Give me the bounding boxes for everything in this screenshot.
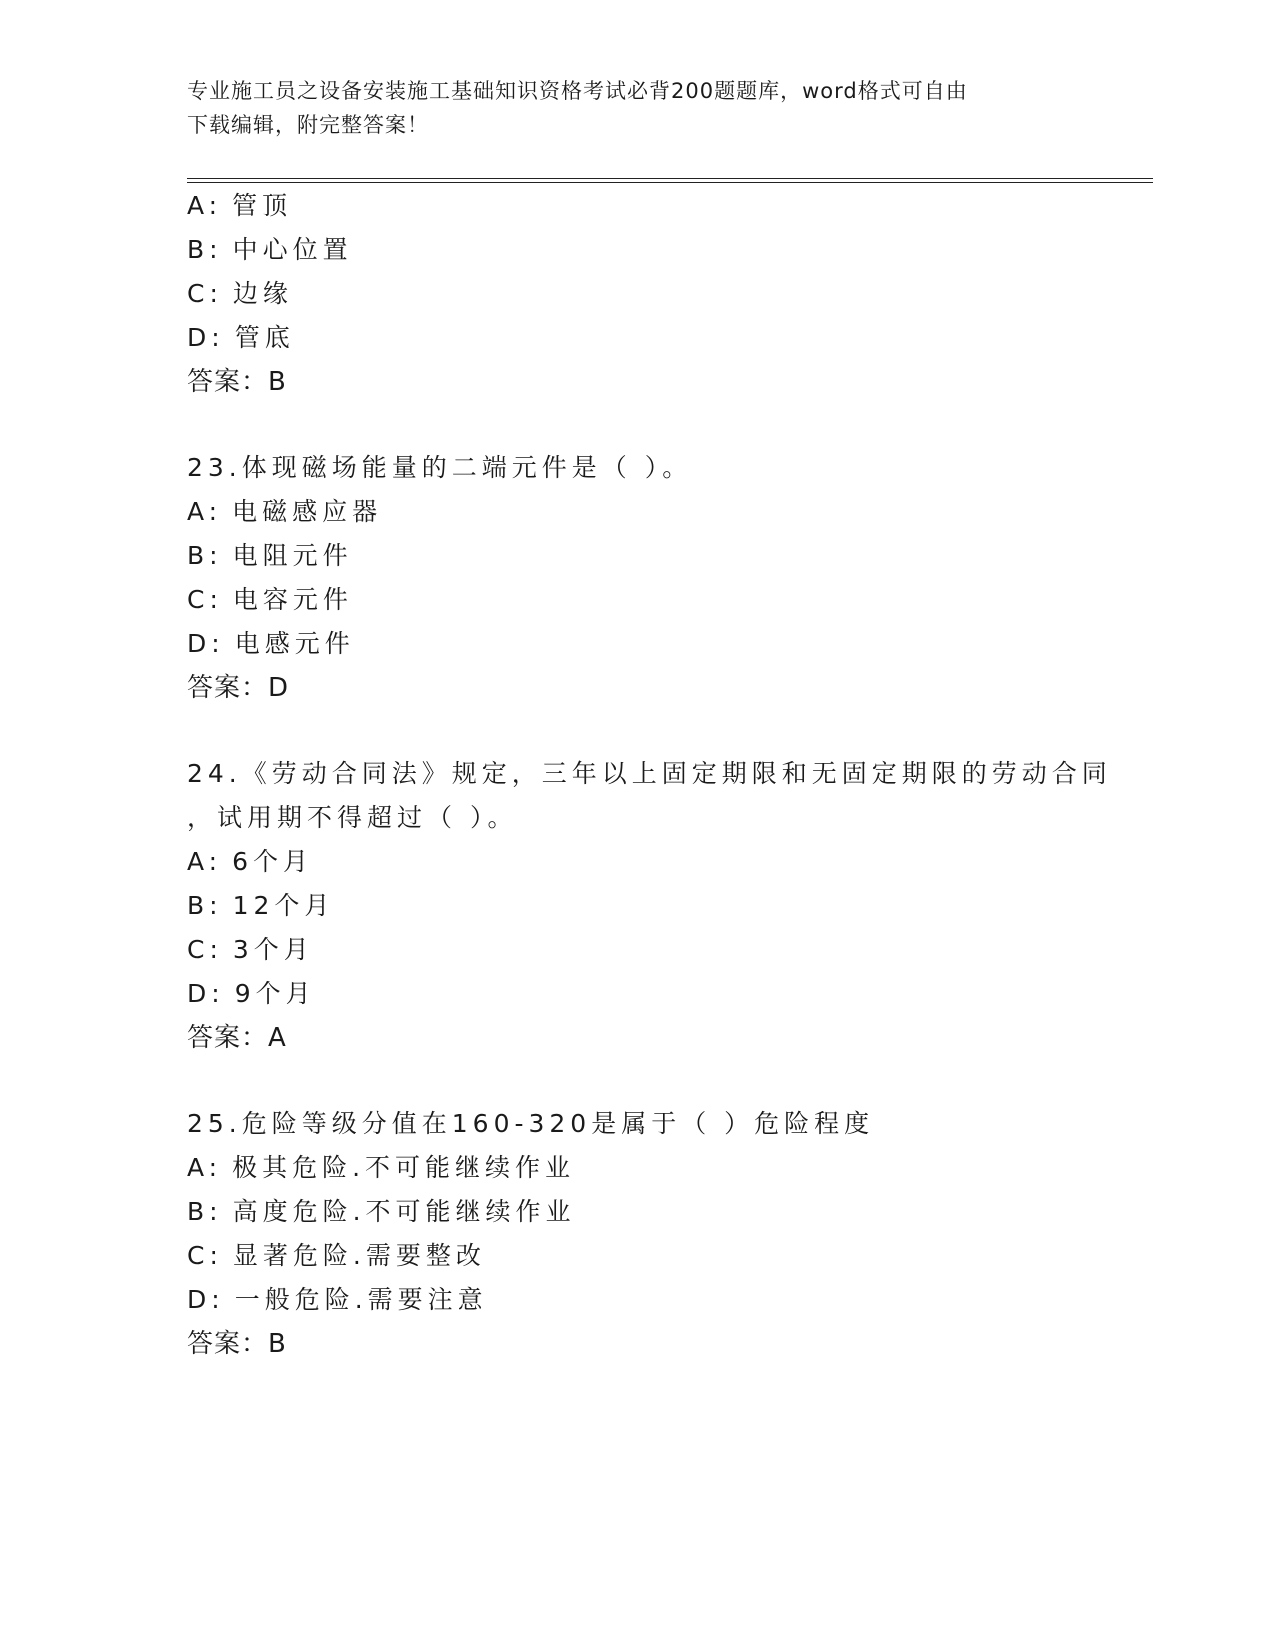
option-text: 6个月 [232, 847, 313, 876]
prev-option-b [187, 234, 353, 266]
option-text: 12个月 [232, 891, 335, 920]
q23-option-d [187, 628, 355, 660]
prev-option-c [187, 278, 293, 310]
option-text: 3个月 [232, 935, 314, 964]
option-key: B: [187, 891, 223, 920]
option-text: 边缘 [232, 279, 293, 308]
q24-stem-line-2: ，试用期不得超过（ ）。 [187, 803, 518, 832]
option-text: 电感元件 [234, 629, 355, 658]
option-text: 电磁感应器 [232, 497, 383, 526]
option-key: D: [187, 1285, 225, 1314]
header-line-1: 专业施工员之设备安装施工基础知识资格考试必背200题题库，word格式可自由 [187, 79, 968, 103]
q24-option-c [187, 934, 314, 966]
option-text: 高度危险.不可能继续作业 [232, 1197, 576, 1226]
q25-option-a [187, 1152, 575, 1184]
prev-answer: 答案：B [187, 367, 287, 397]
header-line-2: 下载编辑，附完整答案！ [187, 113, 429, 137]
q25-option-d [187, 1284, 488, 1316]
option-text: 管底 [234, 323, 295, 352]
q24-option-d [187, 978, 316, 1010]
option-key: C: [187, 585, 223, 614]
option-key: B: [187, 1197, 223, 1226]
option-text: 极其危险.不可能继续作业 [232, 1153, 576, 1182]
option-key: D: [187, 629, 225, 658]
document-header [187, 74, 1087, 142]
option-text: 管顶 [232, 191, 293, 220]
q23-option-c [187, 584, 353, 616]
option-key: B: [187, 235, 223, 264]
q24-option-a [187, 846, 313, 878]
option-text: 一般危险.需要注意 [234, 1285, 488, 1314]
option-text: 电容元件 [232, 585, 353, 614]
option-key: A: [187, 191, 223, 220]
prev-option-a [187, 190, 292, 222]
q25-answer: 答案：B [187, 1329, 287, 1359]
header-rule-top [187, 178, 1153, 179]
q25-option-c [187, 1240, 486, 1272]
q23-option-a [187, 496, 382, 528]
option-key: A: [187, 847, 223, 876]
option-key: A: [187, 1153, 223, 1182]
option-key: D: [187, 323, 225, 352]
option-key: C: [187, 1241, 223, 1270]
q24-option-b [187, 890, 334, 922]
option-key: C: [187, 279, 223, 308]
q25-option-b [187, 1196, 576, 1228]
q23-answer: 答案：D [187, 673, 290, 703]
header-rule-bottom [187, 182, 1153, 183]
option-key: D: [187, 979, 225, 1008]
option-key: B: [187, 541, 223, 570]
q25-stem: 25.危险等级分值在160-320是属于（ ）危险程度 [187, 1109, 875, 1138]
prev-option-d [187, 322, 295, 354]
option-text: 显著危险.需要整改 [232, 1241, 486, 1270]
option-text: 9个月 [234, 979, 316, 1008]
option-key: C: [187, 935, 223, 964]
option-key: A: [187, 497, 223, 526]
option-text: 中心位置 [232, 235, 353, 264]
q23-stem: 23.体现磁场能量的二端元件是（ ）。 [187, 453, 693, 482]
q23-option-b [187, 540, 353, 572]
q24-answer: 答案：A [187, 1023, 287, 1053]
q24-stem-line-1: 24.《劳动合同法》规定，三年以上固定期限和无固定期限的劳动合同 [187, 759, 1112, 788]
option-text: 电阻元件 [232, 541, 353, 570]
